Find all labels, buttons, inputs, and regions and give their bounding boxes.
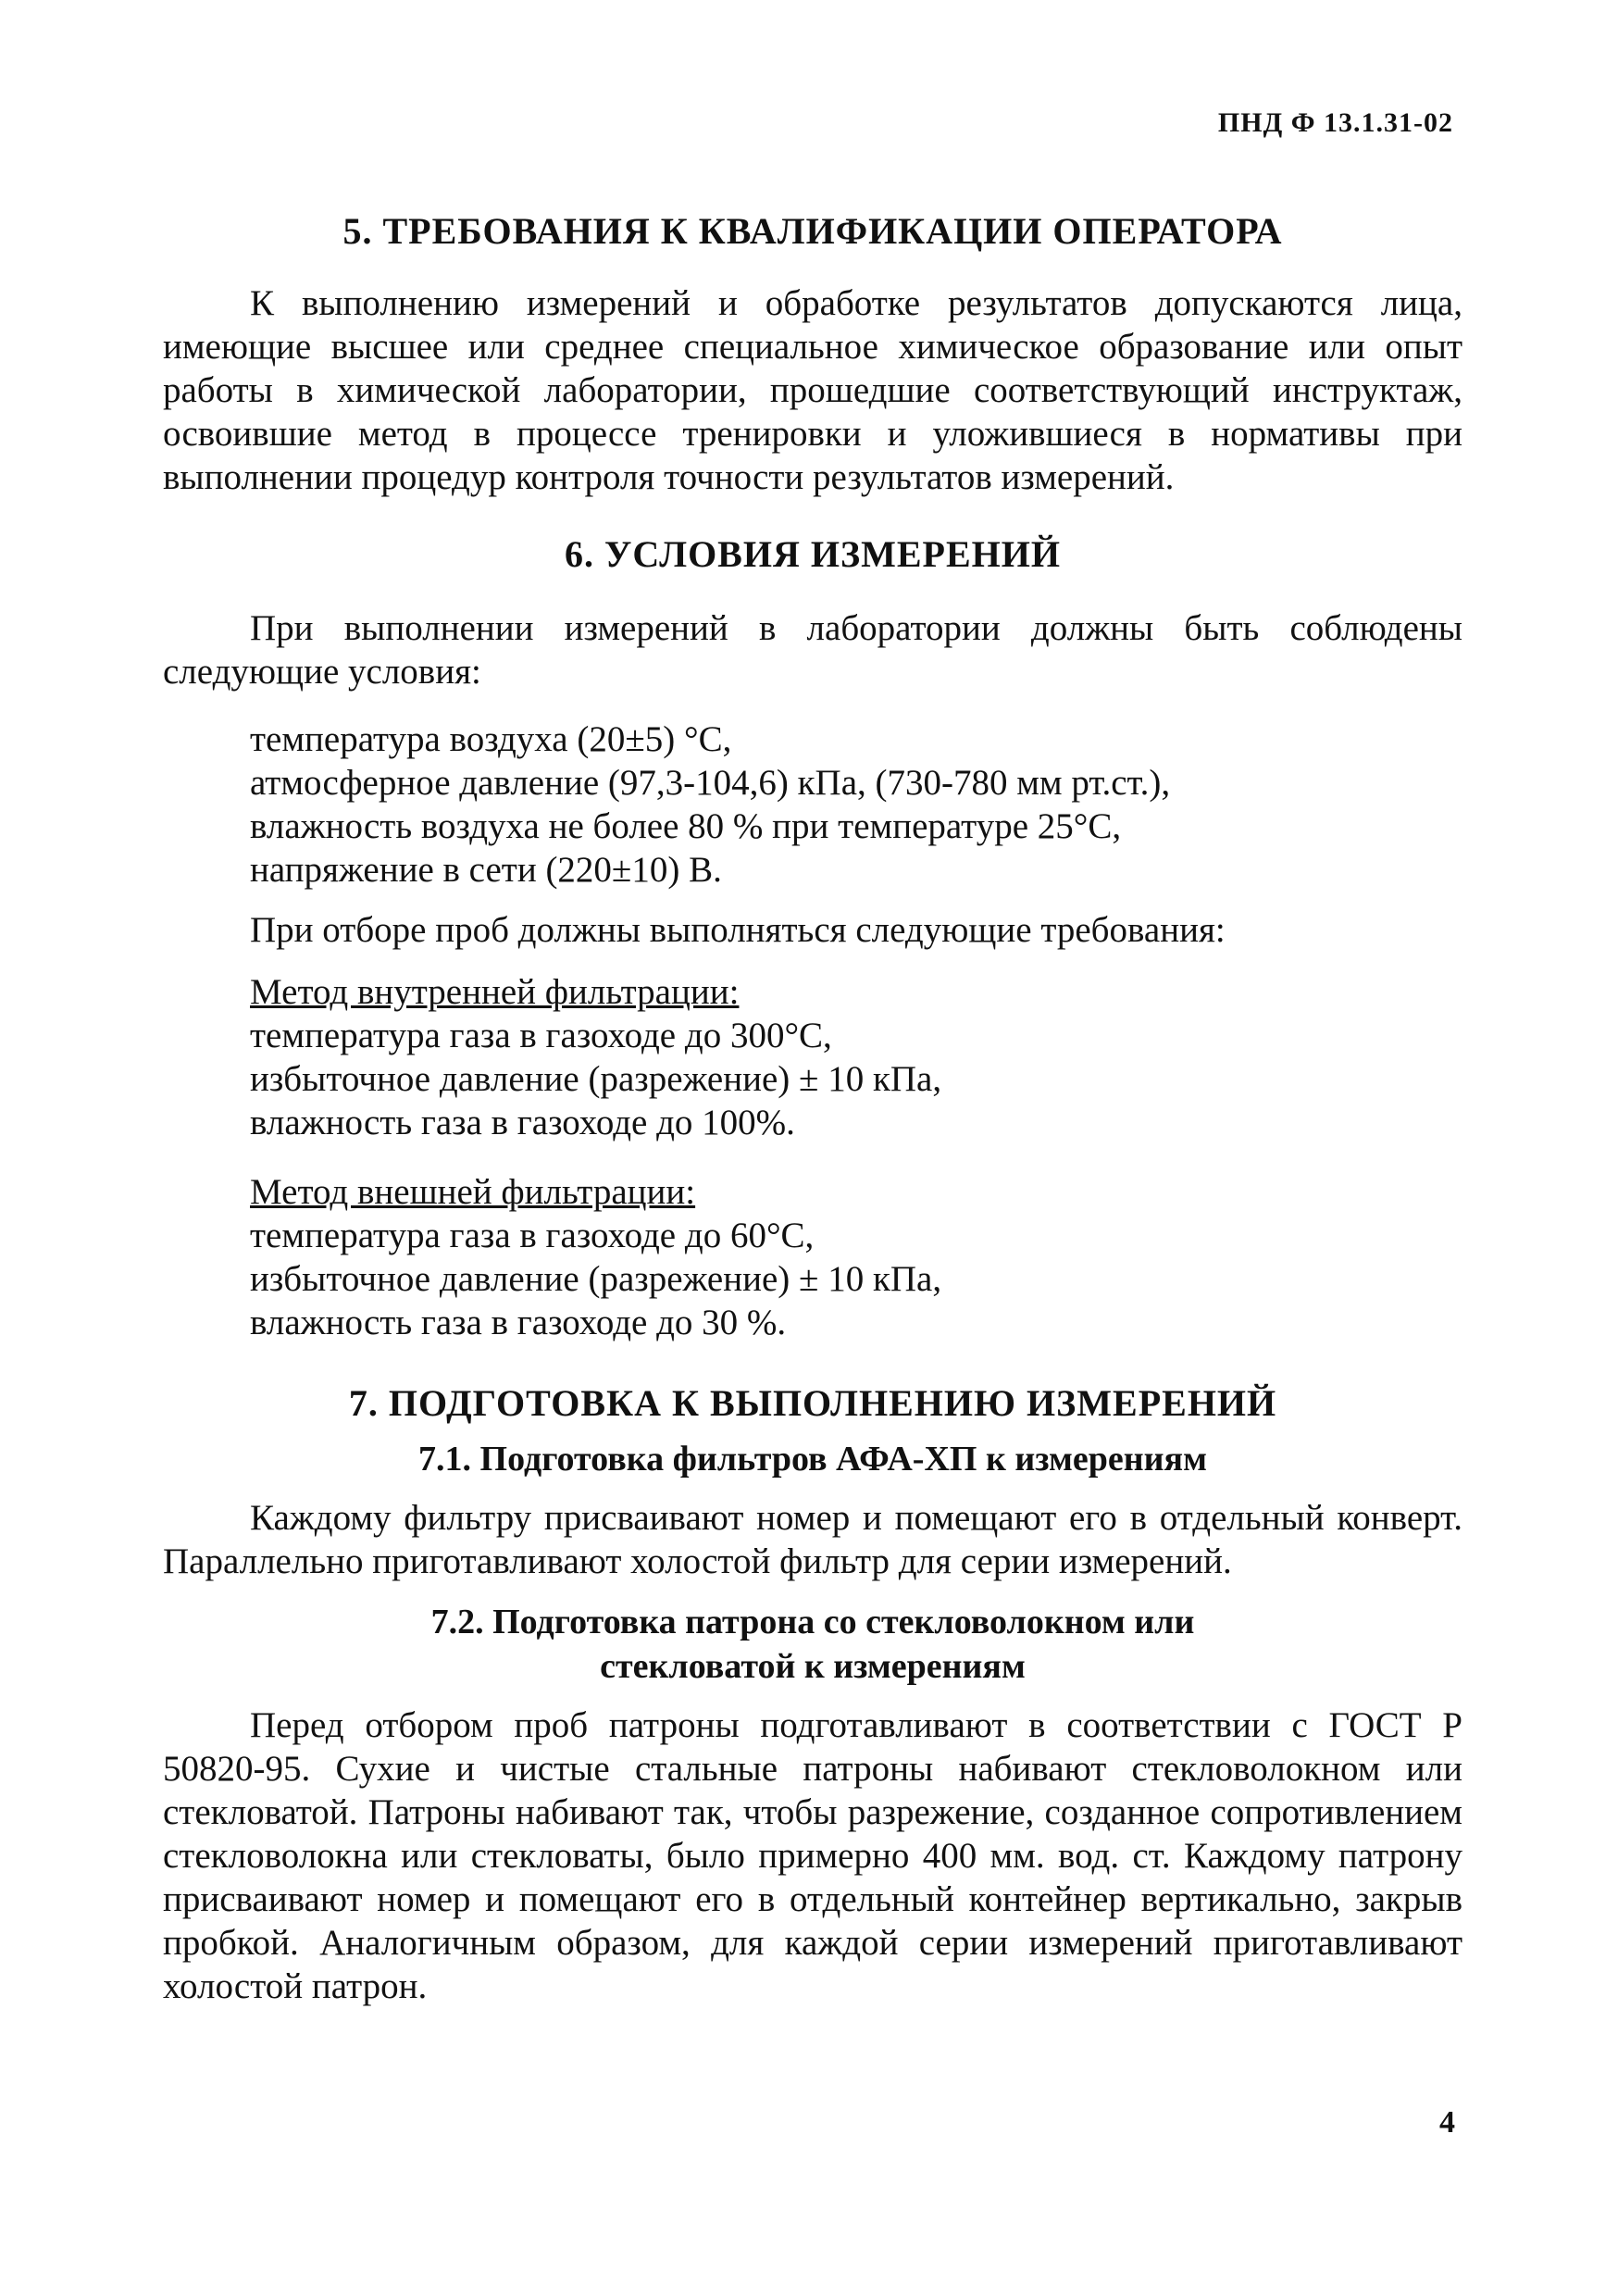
sampling-intro: При отборе проб должны выполняться следующие требования: [250,910,1226,950]
section-6-title: 6. УСЛОВИЯ ИЗМЕРЕНИЙ [565,533,1061,575]
lab-conditions-list [163,718,1462,892]
external-filtration-item: температура газа в газоходе до 60°С, [250,1216,815,1255]
section-6-intro: При выполнении измерений в лаборатории должны быть соблюдены следующие условия: [163,608,1462,692]
document-code: ПНД Ф 13.1.31-02 [1217,107,1453,138]
section-5-paragraph: К выполнению измерений и обработке результатов допускаются лица, имеющие высшее или среднее специальное химическое образование или опыт работы в химической лаборатории, прошедшие соответствующий инструктаж, освоившие метод в процессе тренировки и уложившиеся в нормативы при выполнении процедур контроля точности результатов измерений. [163,283,1462,497]
external-filtration-item: избыточное давление (разрежение) ± 10 кПа, [250,1259,942,1299]
internal-filtration-item: избыточное давление (разрежение) ± 10 кПа, [250,1059,942,1099]
condition-item: температура воздуха (20±5) °С, [250,719,732,759]
external-filtration-title: Метод внешней фильтрации: [250,1172,696,1212]
page-content [163,194,1462,2008]
internal-filtration-item: влажность газа в газоходе до 100%. [250,1103,795,1142]
internal-filtration-title: Метод внутренней фильтрации: [250,972,740,1012]
internal-filtration-item: температура газа в газоходе до 300°С, [250,1016,832,1055]
page-number: 4 [1439,2105,1455,2140]
condition-item: атмосферное давление (97,3-104,6) кПа, (730-780 мм рт.ст.), [250,763,1171,803]
subsection-7-1-paragraph: Каждому фильтру присваивают номер и помещают его в отдельный конверт. Параллельно приготавливают холостой фильтр для серии измерений. [163,1498,1462,1581]
condition-item: напряжение в сети (220±10) В. [250,850,722,890]
section-5-title: 5. ТРЕБОВАНИЯ К КВАЛИФИКАЦИИ ОПЕРАТОРА [342,210,1283,252]
section-7-title: 7. ПОДГОТОВКА К ВЫПОЛНЕНИЮ ИЗМЕРЕНИЙ [348,1382,1277,1424]
condition-item: влажность воздуха не более 80 % при температуре 25°С, [250,806,1122,846]
internal-filtration-block [163,970,1462,1144]
external-filtration-block [163,1170,1462,1344]
external-filtration-item: влажность газа в газоходе до 30 %. [250,1303,787,1342]
subsection-7-2-title [163,1600,1462,1689]
subsection-7-1-title: 7.1. Подготовка фильтров АФА-ХП к измерениям [418,1440,1207,1479]
subsection-7-2-paragraph: Перед отбором проб патроны подготавливают в соответствии с ГОСТ Р 50820-95. Сухие и чистые стальные патроны набивают стекловолокном или стекловатой. Патроны набивают так, чтобы разрежение, созданное сопротивлением стекловолокна или стекловаты, было примерно 400 мм. вод. ст. Каждому патрону присваивают номер и помещают его в отдельный контейнер вертикально, закрыв пробкой. Аналогичным образом, для каждой серии измерений приготавливают холостой патрон. [163,1705,1462,2006]
subsection-7-2-title-line2: стекловатой к измерениям [600,1647,1026,1686]
subsection-7-2-title-line1: 7.2. Подготовка патрона со стекловолокном или [430,1603,1195,1641]
